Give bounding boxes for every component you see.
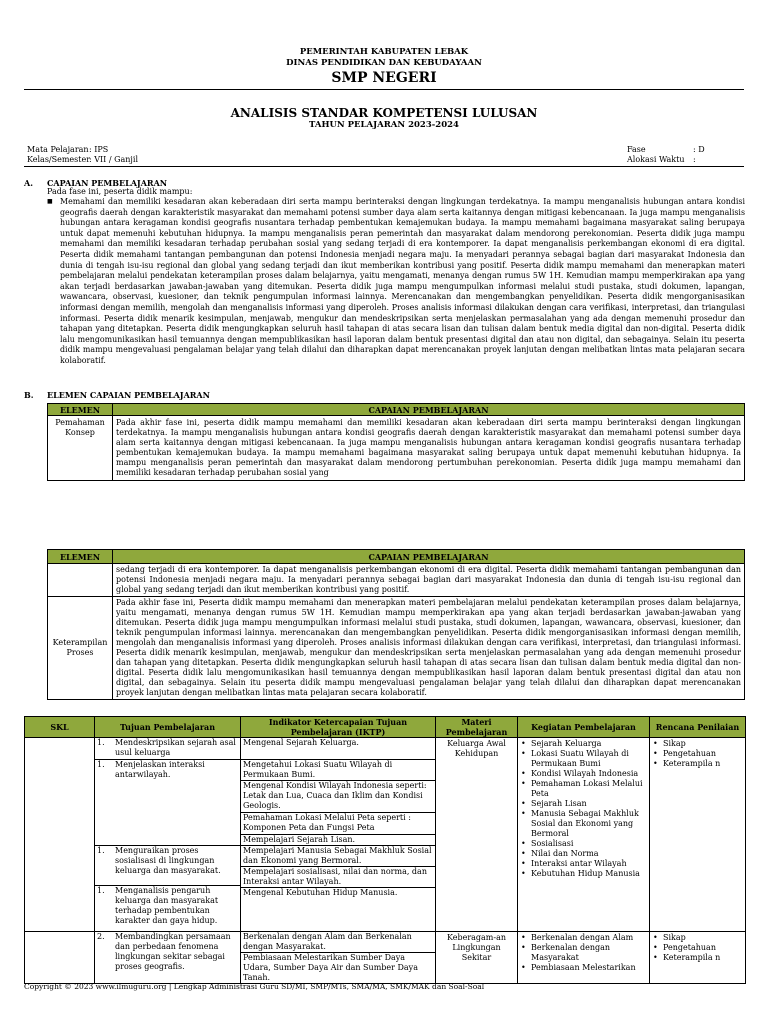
col-elemen: ELEMEN <box>48 404 113 416</box>
info-mapel <box>27 145 108 156</box>
mapel-label: Mata Pelajaran <box>27 145 89 154</box>
tujuan-item <box>95 846 240 886</box>
rencana-item: • Keterampila n <box>653 953 742 963</box>
tujuan-cell <box>95 738 241 932</box>
tujuan-number: 1. <box>97 846 105 855</box>
iktp-item: Pemahaman Lokasi Melalui Peta seperti : Komponen Peta dan Fungsi Peta <box>241 813 435 835</box>
tujuan-item <box>95 932 240 972</box>
elemen-pemahaman: Pemahaman Konsep <box>48 416 113 481</box>
materi-cell: Keberagam-an Lingkungan Sekitar <box>436 932 518 984</box>
rencana-cell <box>650 738 746 932</box>
materi-cell: Keluarga Awal Kehidupan <box>436 738 518 932</box>
col-rencana: Rencana Penilaian <box>650 717 746 738</box>
iktp-item: Mengenal Kebutuhan Hidup Manusia. <box>243 888 398 897</box>
kegiatan-item: • Lokasi Suatu Wilayah di Permukaan Bumi <box>521 749 646 769</box>
skl-table <box>24 716 746 984</box>
iktp-item: Mengenal Kondisi Wilayah Indonesia seperti: Letak dan Lua, Cuaca dan Iklim dan Kondisi Geologis. <box>241 781 435 813</box>
school-name: SMP NEGERI <box>331 70 437 86</box>
tujuan-number: 2. <box>97 932 105 941</box>
kelas-value: : VII / Ganjil <box>89 155 139 164</box>
tujuan-item <box>95 738 240 760</box>
tujuan-item <box>95 760 240 846</box>
kegiatan-item: • Interaksi antar Wilayah <box>521 859 646 869</box>
tujuan-cell <box>95 932 241 984</box>
mapel-value: : IPS <box>89 145 109 154</box>
col-capaian: CAPAIAN PEMBELAJARAN <box>113 550 745 564</box>
tujuan-text: Menganalisis pengaruh keluarga dan masyarakat terhadap pembentukan karakter dan gaya hidup. <box>115 886 219 925</box>
info-divider <box>24 166 744 167</box>
tujuan-text: Membandingkan persamaan dan perbedaan fenomena lingkungan sekitar sebagai proses geografis. <box>115 932 231 971</box>
iktp-item: Mempelajari Sejarah Lisan. <box>241 835 435 846</box>
section-b-heading: ELEMEN CAPAIAN PEMBELAJARAN <box>47 390 210 400</box>
doc-year: TAHUN PELAJARAN 2023-2024 <box>309 120 459 130</box>
waktu-value: : <box>693 155 696 164</box>
elemen-table-1 <box>47 403 745 481</box>
info-fase <box>627 145 705 156</box>
rencana-item: • Pengetahuan <box>653 749 742 759</box>
gov-line: PEMERINTAH KABUPATEN LEBAK <box>299 47 469 57</box>
footer-copyright: Copyright © 2023 www.ilmuguru.org | Lengkap Administrasi Guru SD/MI, SMP/MTs, SMA/MA, SMK/MAK dan Soal-Soal <box>24 982 485 991</box>
header-divider <box>24 89 744 90</box>
iktp-item: Mempelajari sosialisasi, nilai dan norma, dan Interaksi antar Wilayah. <box>241 867 435 888</box>
skl-row-1 <box>25 738 746 932</box>
tujuan-text: Menjelaskan interaksi antarwilayah. <box>115 760 205 779</box>
kegiatan-item: • Manusia Sebagai Makhluk Sosial dan Ekonomi yang Bermoral <box>521 809 646 839</box>
fase-label: Fase <box>627 145 646 154</box>
capaian-pemahaman: Pada akhir fase ini, peserta didik mampu memahami dan memiliki kesadaran akan keberadaan diri serta mampu berinteraksi dengan lingkungan terdekatnya. Ia mampu menganalisis hubungan antara kondisi geografis daerah dengan karakteristik masyarakat dan memahami potensi sumber daya alam serta kaitannya dengan mitigasi kebencanaan. Ia juga mampu menganalisis hubungan antara keragaman kondisi geografis nusantara terhadap pembentukan kemajemukan budaya. Ia mampu memahami bagaimana masyarakat saling berupaya untuk dapat memenuhi kebutuhan hidupnya. Ia mampu menganalisis peran pemerintah dan masyarakat dalam mendorong pertumbuhan perekonomian. Peserta didik juga mampu memahami dan memiliki kesadaran terhadap perubahan sosial yang <box>113 416 745 481</box>
elemen-keterampilan: Keterampilan Proses <box>48 597 113 700</box>
kegiatan-item: • Pemahaman Lokasi Melalui Peta <box>521 779 646 799</box>
rencana-item: • Sikap <box>653 739 742 749</box>
iktp-item: Mengenal Sejarah Keluarga. <box>241 738 435 760</box>
tujuan-number: 1. <box>97 886 105 895</box>
col-iktp: Indikator Ketercapaian Tujuan Pembelajaran (IKTP) <box>241 717 436 738</box>
tujuan-text: Mendeskripsikan sejarah asal usul keluarga <box>115 738 236 757</box>
capaian-continuation: sedang terjadi di era kontemporer. Ia dapat menganalisis perkembangan ekonomi di era digital. Peserta didik memahami tantangan pembangunan dan potensi Indonesia menjadi negara maju. Ia menyadari perannya sebagai bagian dari masyarakat Indonesia dan dunia di tengah isu-isu regional dan global yang sedang terjadi dan ikut memberikan kontribusi yang positif. <box>113 564 745 597</box>
col-materi: Materi Pembelajaran <box>436 717 518 738</box>
skl-cell <box>25 932 95 984</box>
iktp-item: Pembiasaan Melestarikan Sumber Daya Udara, Sumber Daya Air dan Sumber Daya Tanah. <box>243 953 418 982</box>
rencana-cell <box>650 932 746 984</box>
kegiatan-item: • Kondisi Wilayah Indonesia <box>521 769 646 779</box>
capaian-keterampilan: Pada akhir fase ini, Peserta didik mampu memahami dan menerapkan materi pembelajaran melalui pendekatan keterampilan proses dalam belajarnya, yaitu mengamati, menanya dengan rumus 5W 1H. Kemudian mampu memperkirakan apa yang akan terjadi berdasarkan jawaban-jawaban yang ditemukan. Peserta didik juga mampu mengumpulkan informasi melalui studi pustaka, studi dokumen, lapangan, wawancara, observasi, kuesioner, dan teknik pengumpulan informasi lainnya. merencanakan dan mengembangkan penyelidikan. Peserta didik mengorganisasikan informasi dengan memilih, mengolah dan menganalisis informasi yang diperoleh. Proses analisis informasi dilakukan dengan cara verifikasi, interpretasi, dan triangulasi informasi. Peserta didik menarik kesimpulan, menjawab, mengukur dan mendeskripsikan serta menjelaskan permasalahan yang ada dengan memenuhi prosedur dan tahapan yang ditetapkan. Peserta didik mengungkapkan seluruh hasil tahapan di atas secara lisan dan tulisan dalam bentuk media digital dan non-digital. Peserta didik lalu mengomunikasikan hasil temuannya dengan mempublikasikan hasil laporan dalam bentuk presentasi digital dan atau non digital, dan sebagainya. Selain itu peserta didik mampu mengevaluasi pengalaman belajar yang telah dilalui dan diharapkan dapat merencanakan proyek lanjutan dengan melibatkan lintas mata pelajaran secara kolaboratif. <box>113 597 745 700</box>
section-b-letter: B. <box>24 390 34 400</box>
kegiatan-item: • Sejarah Keluarga <box>521 739 646 749</box>
kegiatan-item: • Sejarah Lisan <box>521 799 646 809</box>
iktp-item: Berkenalan dengan Alam dan Berkenalan dengan Masyarakat. <box>241 932 435 953</box>
tujuan-number: 1. <box>97 760 105 769</box>
kegiatan-item: • Berkenalan dengan Masyarakat <box>521 943 646 963</box>
section-a-heading: CAPAIAN PEMBELAJARAN <box>47 178 168 188</box>
doc-title: ANALISIS STANDAR KOMPETENSI LULUSAN <box>230 106 538 120</box>
col-capaian: CAPAIAN PEMBELAJARAN <box>113 404 745 416</box>
rencana-item: • Keterampila n <box>653 759 742 769</box>
iktp-item: Mengetahui Lokasi Suatu Wilayah di Permukaan Bumi. <box>241 760 435 781</box>
info-waktu <box>627 155 696 166</box>
kegiatan-item: • Nilai dan Norma <box>521 849 646 859</box>
col-elemen: ELEMEN <box>48 550 113 564</box>
iktp-cell <box>241 738 436 932</box>
iktp-item: Mempelajari Manusia Sebagai Makhluk Sosial dan Ekonomi yang Bermoral. <box>241 846 435 867</box>
elemen-table-2 <box>47 549 745 700</box>
kegiatan-cell <box>518 738 650 932</box>
tujuan-item <box>95 886 240 931</box>
section-a-letter: A. <box>24 178 33 188</box>
elemen-empty <box>48 564 113 597</box>
tujuan-text: Menguraikan proses sosialisasi di lingkungan keluarga dan masyarakat. <box>115 846 221 875</box>
kegiatan-cell <box>518 932 650 984</box>
rencana-item: • Pengetahuan <box>653 943 742 953</box>
col-tujuan: Tujuan Pembelajaran <box>95 717 241 738</box>
skl-cell <box>25 738 95 932</box>
section-a-text: ■ Memahami dan memiliki kesadaran akan keberadaan diri serta mampu berinteraksi dengan lingkungan terdekatnya. Ia mampu menganalisis hubungan antara kondisi geografis daerah dengan karakteristik masyarakat dan memahami potensi sumber daya alam serta kaitannya dengan mitigasi kebencanaan. Ia juga mampu menganalisis hubungan antara keragaman kondisi geografis nusantara terhadap pembentukan kemajemukan budaya. Ia mampu memahami bagaimana masyarakat saling berupaya untuk dapat memenuhi kebutuhan hidupnya. Ia mampu menganalisis peran pemerintah dan masyarakat dalam mendorong perekonomian. Peserta didik juga mampu memahami dan memiliki kesadaran terhadap perubahan sosial yang sedang terjadi di era kontemporer. Ia dapat menganalisis perkembangan ekonomi di era digital. Peserta didik memahami tantangan pembangunan dan potensi Indonesia menjadi negara maju. Ia menyadari perannya sebagai bagian dari masyarakat Indonesia dan dunia di tengah isu-isu regional dan global yang sedang terjadi dan ikut memberikan kontribusi yang positif. Peserta didik mampu memahami dan menerapkan materi pembelajaran melalui pendekatan keterampilan proses dalam belajarnya, yaitu mengamati, menanya dengan rumus 5W 1H. Kemudian mampu memperkirakan apa yang akan terjadi berdasarkan jawaban-jawaban yang ditemukan. Peserta didik juga mampu mengumpulkan informasi melalui studi pustaka, studi dokumen, lapangan, wawancara, observasi, kuesioner, dan teknik pengumpulan informasi lainnya. Merencanakan dan mengembangkan penyelidikan. Peserta didik mengorganisasikan informasi dengan memilih, mengolah dan menganalisis informasi yang diperoleh. Proses analisis informasi dilakukan dengan cara verifikasi, interpretasi, dan triangulasi informasi. Peserta didik menarik kesimpulan, menjawab, mengukur dan mendeskripsikan serta menjelaskan permasalahan yang ada dengan memenuhi prosedur dan tahapan yang ditetapkan. Peserta didik mengungkapkan seluruh hasil tahapan di atas secara lisan dan tulisan dalam bentuk media digital dan non-digital. Peserta didik lalu mengomunikasikan hasil temuannya dengan mempublikasikan hasil laporan dalam bentuk presentasi digital dan atau non digital, dan sebagainya. Selain itu peserta didik mampu mengevaluasi pengalaman belajar yang telah dilalui dan diharapkan dapat merencanakan proyek lanjutan dengan melibatkan lintas mata pelajaran secara kolaboratif. <box>47 197 745 367</box>
kegiatan-item: • Berkenalan dengan Alam <box>521 933 646 943</box>
col-skl: SKL <box>25 717 95 738</box>
kegiatan-item: • Pembiasaan Melestarikan <box>521 963 646 973</box>
skl-row-2 <box>25 932 746 984</box>
iktp-cell <box>241 932 436 984</box>
waktu-label: Alokasi Waktu <box>627 155 685 164</box>
col-kegiatan: Kegiatan Pembelajaran <box>518 717 650 738</box>
section-a-intro: Pada fase ini, peserta didik mampu: <box>47 187 193 196</box>
info-kelas <box>27 155 138 166</box>
kegiatan-item: • Sosialisasi <box>521 839 646 849</box>
dept-line: DINAS PENDIDIKAN DAN KEBUDAYAAN <box>286 58 482 68</box>
tujuan-number: 1. <box>97 738 105 747</box>
kegiatan-item: • Kebutuhan Hidup Manusia <box>521 869 646 879</box>
fase-value: : D <box>693 145 705 154</box>
kelas-label: Kelas/Semester <box>27 155 91 164</box>
rencana-item: • Sikap <box>653 933 742 943</box>
